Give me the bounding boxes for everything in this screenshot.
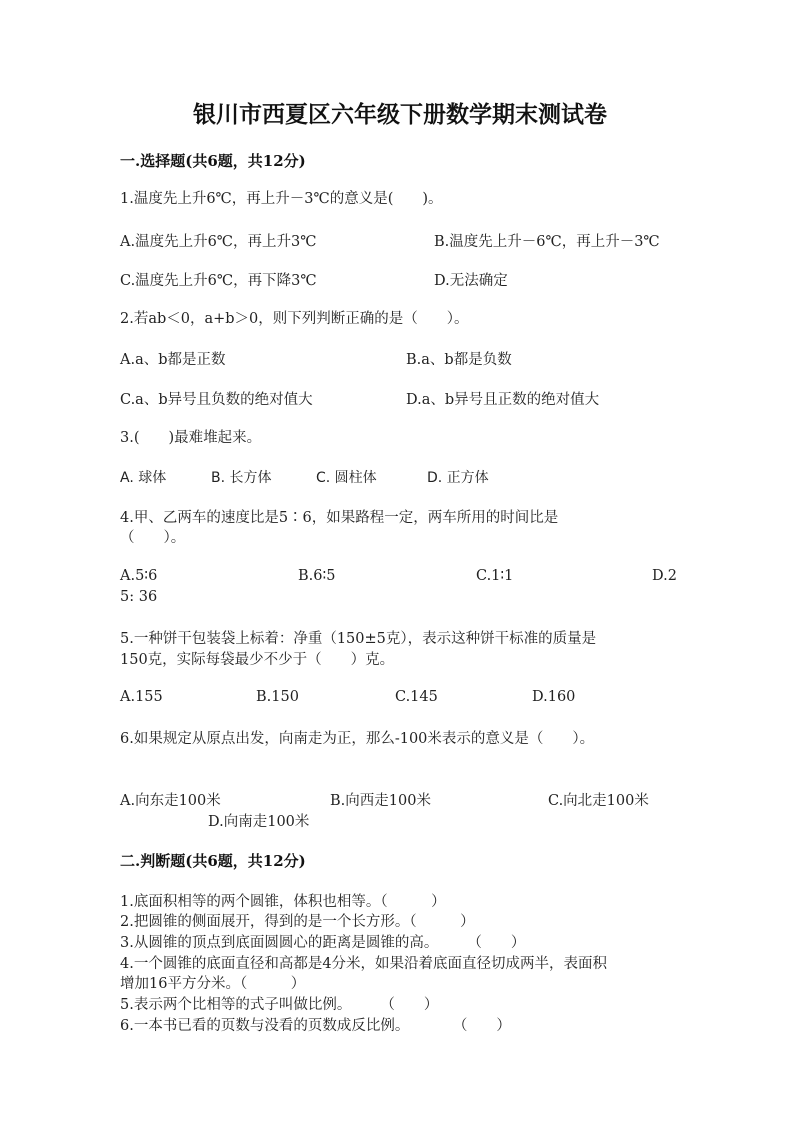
question-6: 6.如果规定从原点出发，向南走为正，那么-100米表示的意义是（ ）。 xyxy=(120,731,595,747)
q4-option-c: C.1∶1 xyxy=(476,568,514,584)
question-4-line-2: （ ）。 xyxy=(120,530,186,546)
section-heading-judgement: 二.判断题(共6题，共12分) xyxy=(120,852,306,870)
judgement-item-4-line-2: 增加16平方分米。（ ） xyxy=(120,976,306,992)
q3-option-d: D. 正方体 xyxy=(427,470,489,486)
q6-option-d: D.向南走100米 xyxy=(208,814,310,830)
q6-option-a: A.向东走100米 xyxy=(120,793,221,809)
question-5-line-1: 5.一种饼干包装袋上标着：净重（150±5克），表示这种饼干标准的质量是 xyxy=(120,631,597,647)
q2-option-c: C.a、b异号且负数的绝对值大 xyxy=(120,392,313,408)
q2-option-b: B.a、b都是负数 xyxy=(406,352,512,368)
q2-option-d: D.a、b异号且正数的绝对值大 xyxy=(406,392,600,408)
q4-option-d: D.2 xyxy=(652,568,677,584)
question-3: 3.( )最难堆起来。 xyxy=(120,430,262,446)
question-4-line-1: 4.甲、乙两车的速度比是5∶6，如果路程一定，两车所用的时间比是 xyxy=(120,510,559,526)
q5-option-a: A.155 xyxy=(120,689,163,705)
judgement-item-5: 5.表示两个比相等的式子叫做比例。 （ ） xyxy=(120,997,439,1013)
q1-option-b: B.温度先上升－6℃，再上升－3℃ xyxy=(434,234,660,250)
judgement-item-1: 1.底面积相等的两个圆锥，体积也相等。（ ） xyxy=(120,894,446,910)
q4-option-a: A.5∶6 xyxy=(120,568,158,584)
q4-option-b: B.6∶5 xyxy=(298,568,336,584)
judgement-item-6: 6.一本书已看的页数与没看的页数成反比例。 （ ） xyxy=(120,1018,511,1034)
question-1: 1.温度先上升6℃，再上升－3℃的意义是( )。 xyxy=(120,191,443,207)
q5-option-b: B.150 xyxy=(256,689,299,705)
q2-option-a: A.a、b都是正数 xyxy=(120,352,226,368)
q1-option-d: D.无法确定 xyxy=(434,273,508,289)
q6-option-b: B.向西走100米 xyxy=(330,793,431,809)
question-2: 2.若ab＜0，a+b＞0，则下列判断正确的是（ ）。 xyxy=(120,311,469,327)
q5-option-c: C.145 xyxy=(395,689,438,705)
judgement-item-2: 2.把圆锥的侧面展开，得到的是一个长方形。（ ） xyxy=(120,914,475,930)
q1-option-c: C.温度先上升6℃，再下降3℃ xyxy=(120,273,317,289)
question-5-line-2: 150克，实际每袋最少不少于（ ）克。 xyxy=(120,652,395,668)
section-heading-choice: 一.选择题(共6题，共12分) xyxy=(120,152,306,170)
judgement-item-4-line-1: 4.一个圆锥的底面直径和高都是4分米，如果沿着底面直径切成两半，表面积 xyxy=(120,956,608,972)
q4-option-d-wrap: 5: 36 xyxy=(120,589,158,605)
q3-option-b: B. 长方体 xyxy=(211,470,272,486)
q3-option-a: A. 球体 xyxy=(120,470,167,486)
q5-option-d: D.160 xyxy=(532,689,576,705)
judgement-item-3: 3.从圆锥的顶点到底面圆圆心的距离是圆锥的高。 （ ） xyxy=(120,935,526,951)
q1-option-a: A.温度先上升6℃，再上升3℃ xyxy=(120,234,317,250)
page-title: 银川市西夏区六年级下册数学期末测试卷 xyxy=(193,101,607,128)
q3-option-c: C. 圆柱体 xyxy=(316,470,377,486)
q6-option-c: C.向北走100米 xyxy=(548,793,649,809)
